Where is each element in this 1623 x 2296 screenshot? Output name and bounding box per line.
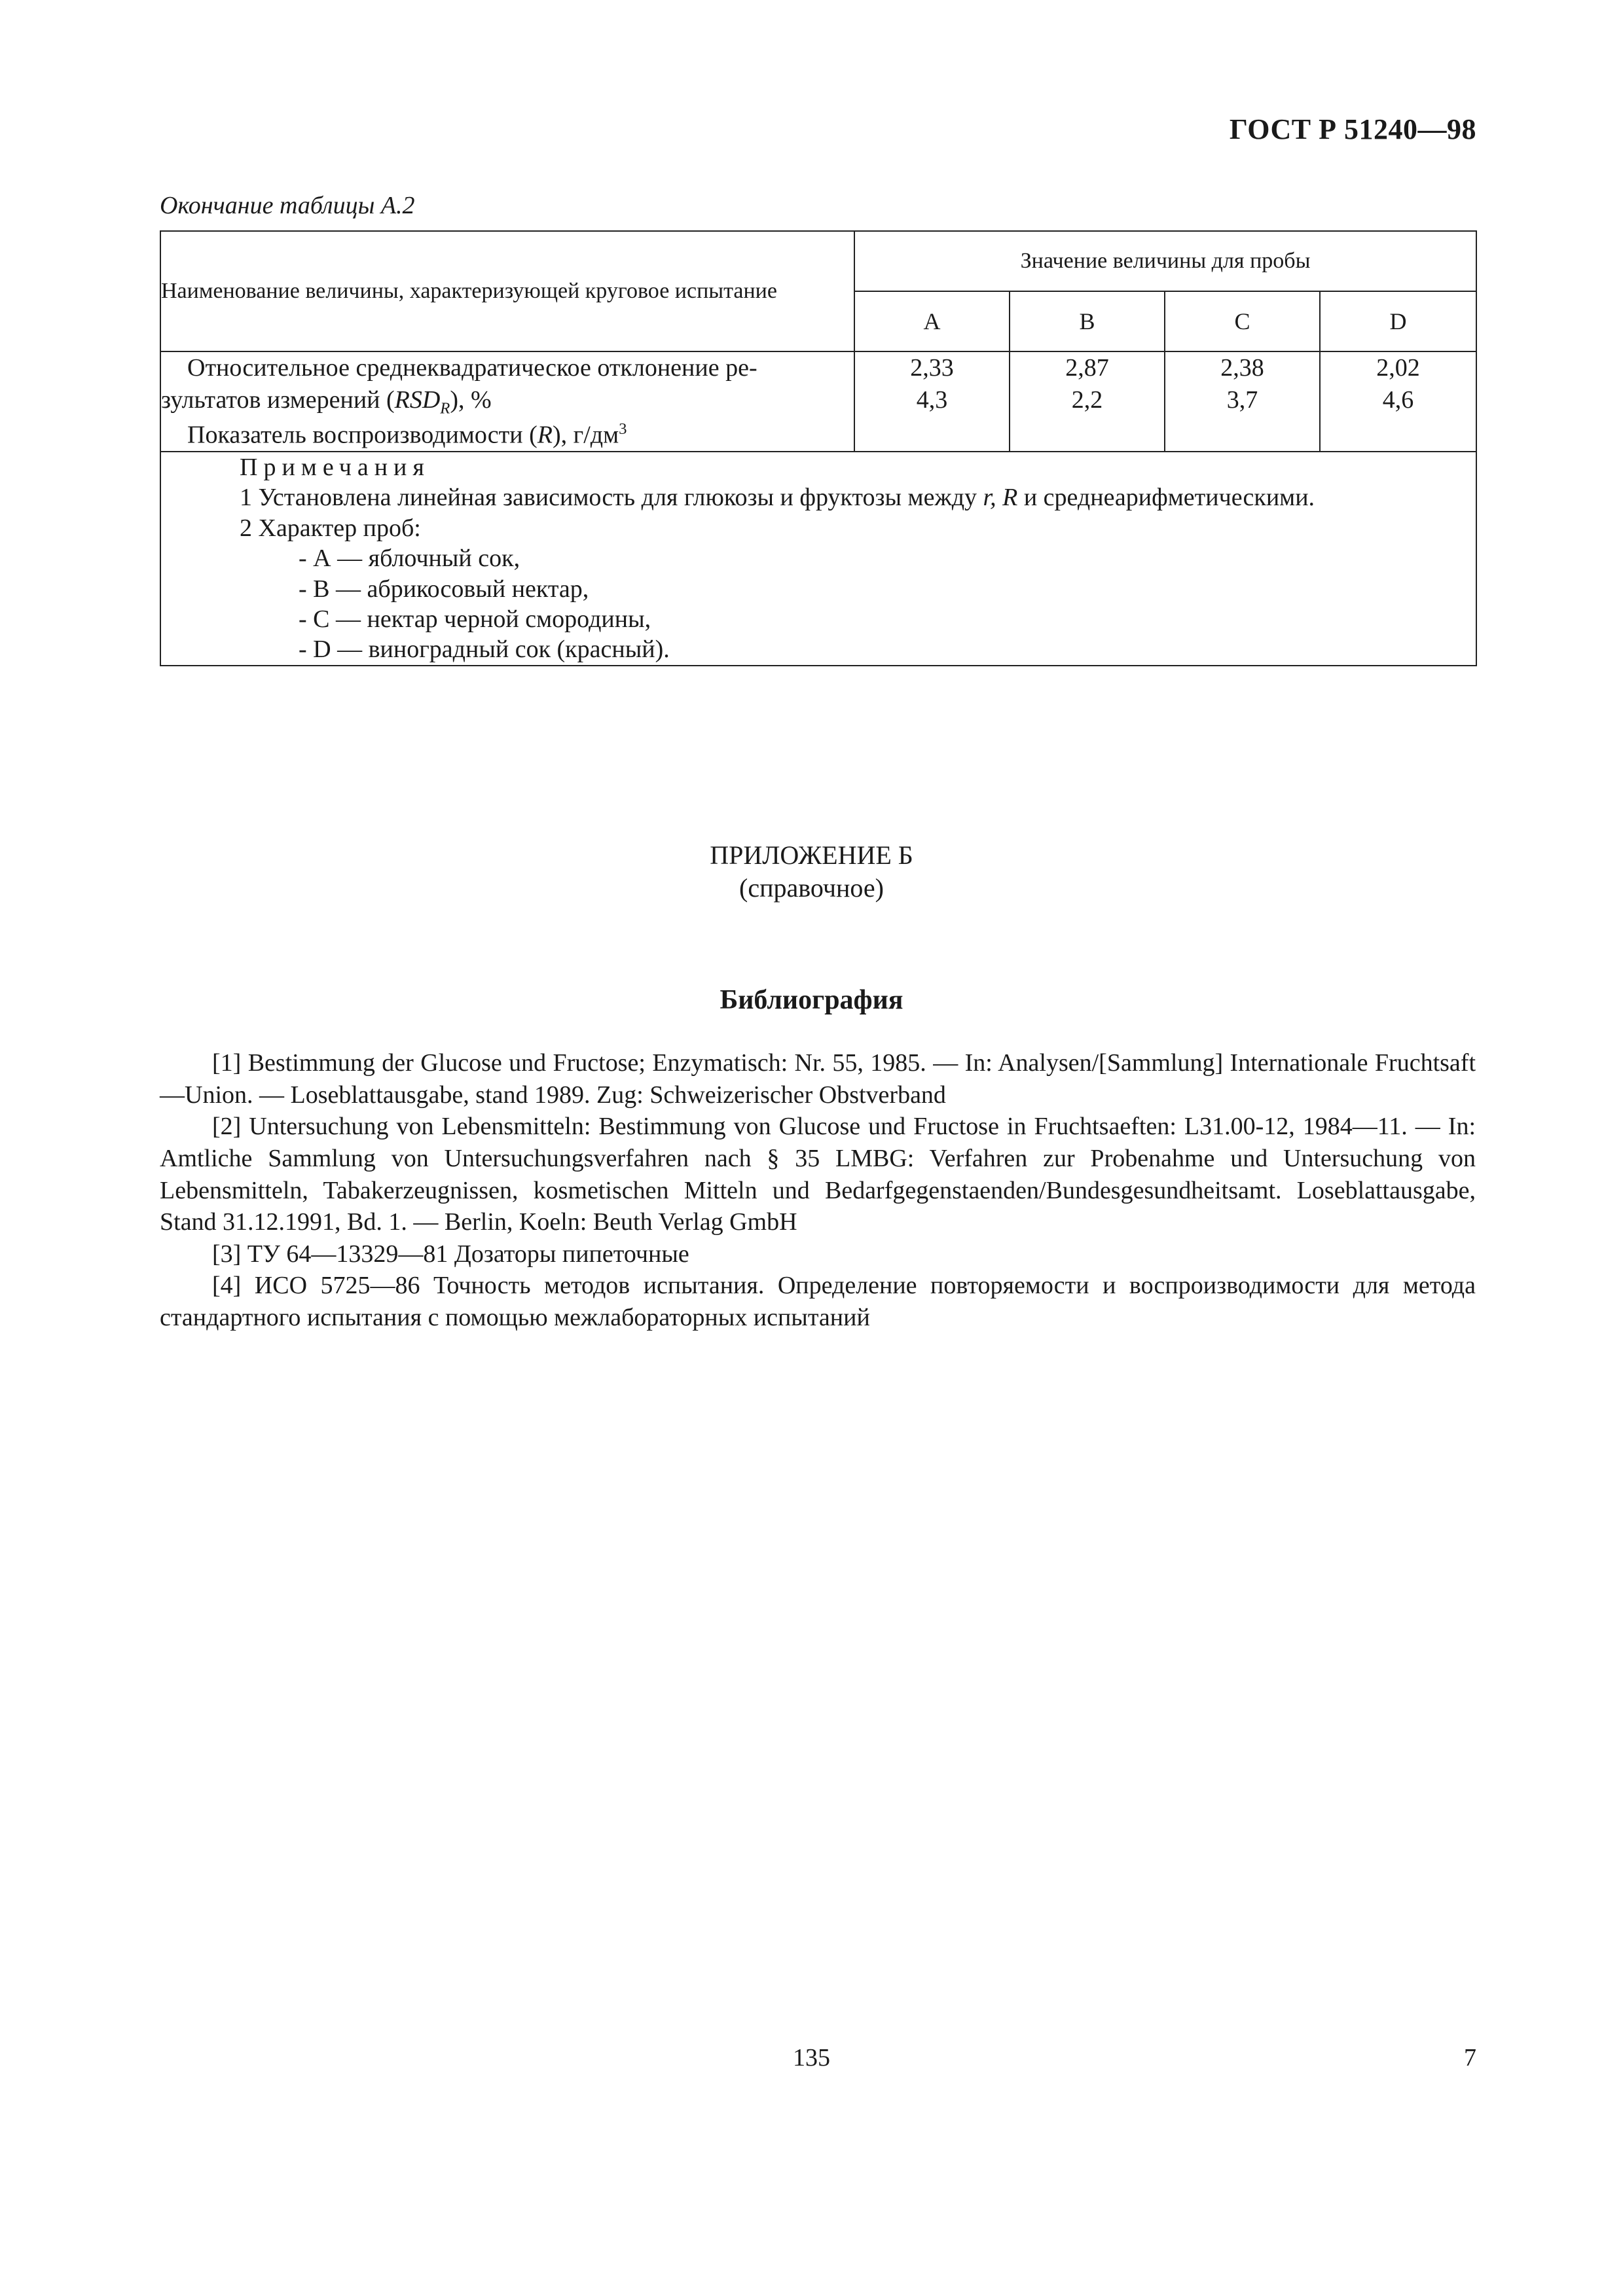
value-d-1: 2,02	[1376, 354, 1420, 382]
sample-item-d: - D — виноградный сок (красный).	[299, 636, 670, 664]
bibliography-entry-1: [1] Bestimmung der Glucose und Fructose; Enzymatisch: Nr. 55, 1985. — In: Analysen/[Sammlung] Internationale Fruchtsaft—Union. — Loseblattausgabe, stand 1989. Zug: Schweizerischer Obstverband	[160, 1049, 1476, 1109]
column-header-d: D	[1320, 291, 1476, 351]
appendix-heading	[0, 839, 1623, 905]
note-2: 2 Характер проб:	[240, 514, 421, 542]
row-1-name-line-1: Относительное среднеквадратическое отклонение ре-	[187, 354, 757, 382]
values-column-a	[854, 351, 1010, 452]
note-1-prefix: 1 Установлена линейная зависимость для глюкозы и фруктозы между	[240, 484, 983, 512]
value-d-2: 4,6	[1382, 386, 1414, 414]
bibliography-entry-2: [2] Untersuchung von Lebensmitteln: Bestimmung von Glucose und Fructose in Fruchtsaeften: L31.00-12, 1984—11. — In: Amtliche Sammlung von Untersuchungsverfahren nach § 35 LMBG: Verfahren zur Probenahme und Untersuchung von Lebensmitteln, Tabakerzeugnissen, kosmetischen Mitteln und Bedarfgegenstaenden/Bundesgesundheitsamt. Loseblattausgabe, Stand 31.12.1991, Bd. 1. — Berlin, Koeln: Beuth Verlag GmbH	[160, 1113, 1476, 1236]
appendix-subtitle: (справочное)	[739, 873, 884, 903]
r-variable: R	[537, 421, 553, 449]
values-column-d	[1320, 351, 1476, 452]
bibliography-list	[160, 1047, 1476, 1334]
row-1-name-line-2	[161, 384, 854, 419]
note-1-variables: r, R	[983, 484, 1018, 512]
appendix-title: ПРИЛОЖЕНИЕ Б	[710, 840, 913, 870]
bibliography-entry-3: [3] ТУ 64—13329—81 Дозаторы пипеточные	[212, 1240, 689, 1268]
page-number-center: 135	[793, 2044, 830, 2072]
page-number-right: 7	[1464, 2044, 1476, 2072]
bibliography-entry-4: [4] ИСО 5725—86 Точность методов испытания. Определение повторяемости и воспроизводимости для метода стандартного испытания с помощью межлабораторных испытаний	[160, 1272, 1476, 1331]
values-column-c	[1165, 351, 1320, 452]
value-a-2: 4,3	[916, 386, 948, 414]
note-1-suffix: и среднеарифметическими.	[1017, 484, 1315, 512]
column-header-b: B	[1010, 291, 1165, 351]
document-code: ГОСТ Р 51240—98	[1229, 113, 1476, 145]
table-row	[160, 351, 1476, 452]
row-names-cell	[160, 351, 854, 452]
notes-title: Примечания	[240, 454, 430, 482]
notes-cell	[160, 452, 1476, 666]
value-b-1: 2,87	[1065, 354, 1109, 382]
values-column-b	[1010, 351, 1165, 452]
table-notes-row	[160, 452, 1476, 666]
row-1-name-suffix: ), %	[450, 386, 492, 414]
value-a-1: 2,33	[910, 354, 954, 382]
column-header-c: C	[1165, 291, 1320, 351]
table-header-row	[160, 231, 1476, 291]
table-caption: Окончание таблицы А.2	[160, 192, 415, 219]
value-c-2: 3,7	[1226, 386, 1258, 414]
row-2-name-prefix: Показатель воспроизводимости (	[187, 421, 538, 449]
row-2-name-suffix: ), г/дм	[552, 421, 619, 449]
value-group-header: Значение величины для пробы	[854, 231, 1476, 291]
name-column-header: Наименование величины, характеризующей круговое испытание	[160, 231, 854, 351]
bibliography-title: Библиография	[720, 985, 903, 1015]
row-1-name-prefix: зультатов измерений (	[161, 386, 395, 414]
rsd-variable: RSD	[394, 386, 441, 414]
row-2-name	[161, 419, 854, 451]
value-b-2: 2,2	[1071, 386, 1103, 414]
sample-item-c: - С — нектар черной смородины,	[299, 605, 651, 633]
data-table	[160, 230, 1477, 666]
value-c-1: 2,38	[1220, 354, 1264, 382]
note-1	[161, 482, 1476, 512]
sample-item-b: - В — абрикосовый нектар,	[299, 575, 589, 603]
unit-superscript: 3	[619, 420, 627, 438]
column-header-a: A	[854, 291, 1010, 351]
rsd-subscript: R	[440, 399, 450, 418]
sample-item-a: - А — яблочный сок,	[299, 545, 520, 573]
